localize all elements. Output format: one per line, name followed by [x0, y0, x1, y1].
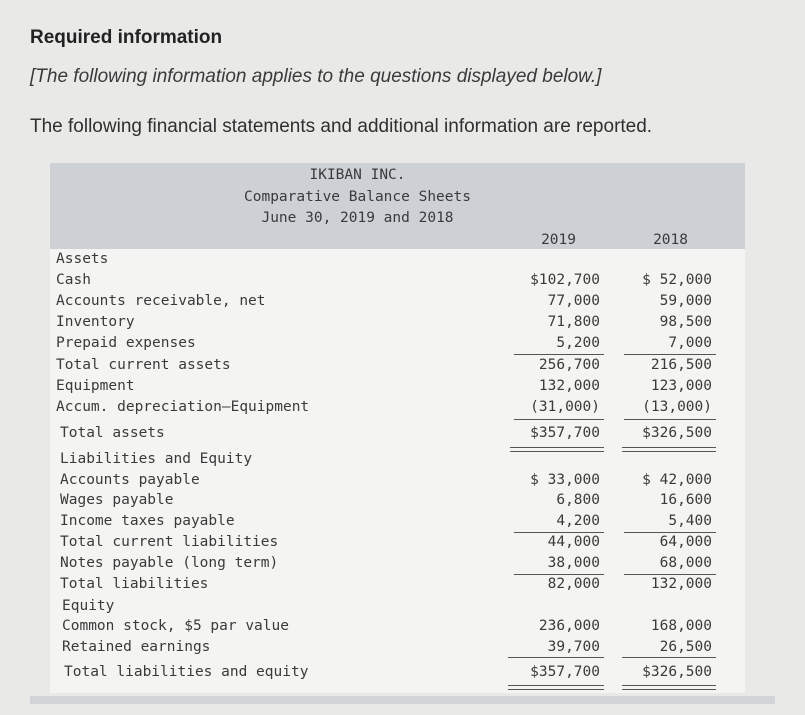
section-label-liabilities-equity: Liabilities and Equity: [60, 451, 253, 467]
row-label-total: Total liabilities and equity: [64, 664, 309, 680]
row-label: Accum. depreciation–Equipment: [56, 399, 310, 415]
value-2019: 256,700: [538, 357, 600, 373]
value-2019: 4,200: [556, 513, 600, 529]
statement-dates: June 30, 2019 and 2018: [261, 210, 454, 226]
subtotal-rule: [514, 419, 604, 420]
value-2019: 132,000: [538, 378, 600, 394]
value-2018: $326,500: [642, 664, 712, 680]
value-2019: (31,000): [530, 399, 600, 415]
row-label: Equipment: [56, 378, 135, 394]
statement-title: Comparative Balance Sheets: [244, 189, 471, 205]
row-label: Accounts receivable, net: [56, 293, 266, 309]
value-2018: $326,500: [642, 425, 712, 441]
value-2019: $102,700: [530, 272, 600, 288]
row-label: Cash: [56, 272, 91, 288]
company-name: IKIBAN INC.: [309, 167, 406, 183]
value-2018: 26,500: [659, 639, 712, 655]
row-label: Wages payable: [60, 492, 174, 508]
value-2019: 77,000: [547, 293, 600, 309]
subtotal-rule: [514, 532, 604, 533]
value-2018: 5,400: [668, 513, 712, 529]
value-2019: 236,000: [538, 618, 600, 634]
value-2019: $ 33,000: [530, 472, 600, 488]
value-2018: 132,000: [650, 576, 712, 592]
column-header-2019: 2019: [541, 232, 576, 248]
value-2019: 39,700: [547, 639, 600, 655]
total-double-rule: [622, 685, 716, 690]
scroll-edge-bar: [30, 696, 775, 704]
column-header-2018: 2018: [653, 232, 688, 248]
value-2018: 216,500: [650, 357, 712, 373]
value-2018: $ 42,000: [642, 472, 712, 488]
subtotal-rule: [624, 532, 716, 533]
value-2018: 168,000: [650, 618, 712, 634]
value-2019: 71,800: [547, 314, 600, 330]
value-2019: 5,200: [556, 335, 600, 351]
subtotal-rule: [624, 419, 716, 420]
total-double-rule: [622, 447, 716, 452]
balance-sheet: [50, 163, 745, 693]
subtotal-rule: [622, 657, 716, 658]
value-2018: 59,000: [659, 293, 712, 309]
statement-header: [50, 163, 745, 249]
value-2018: 16,600: [659, 492, 712, 508]
row-label-total: Total assets: [60, 425, 165, 441]
value-2019: $357,700: [530, 664, 600, 680]
value-2019: $357,700: [530, 425, 600, 441]
subtotal-rule: [624, 354, 716, 355]
value-2018: $ 52,000: [642, 272, 712, 288]
value-2018: 64,000: [659, 534, 712, 550]
subtotal-rule: [514, 574, 604, 575]
subtotal-rule: [508, 657, 604, 658]
value-2018: 98,500: [659, 314, 712, 330]
value-2018: 7,000: [668, 335, 712, 351]
value-2019: 38,000: [547, 555, 600, 571]
value-2019: 82,000: [547, 576, 600, 592]
instructions-note: [The following information applies to the questions displayed below.]: [30, 66, 602, 87]
value-2019: 6,800: [556, 492, 600, 508]
required-information-heading: Required information: [30, 27, 223, 48]
row-label: Inventory: [56, 314, 135, 330]
intro-text: The following financial statements and additional information are reported.: [30, 116, 653, 137]
row-label: Accounts payable: [60, 472, 200, 488]
total-double-rule: [508, 685, 604, 690]
value-2018: 68,000: [659, 555, 712, 571]
subtotal-rule: [514, 354, 604, 355]
section-label-assets: Assets: [56, 251, 109, 267]
row-label: Prepaid expenses: [56, 335, 196, 351]
row-label: Total current assets: [56, 357, 231, 373]
row-label: Income taxes payable: [60, 513, 235, 529]
total-double-rule: [510, 447, 604, 452]
value-2018: 123,000: [650, 378, 712, 394]
row-label: Retained earnings: [62, 639, 211, 655]
subtotal-rule: [624, 574, 716, 575]
row-label: Common stock, $5 par value: [62, 618, 289, 634]
value-2019: 44,000: [547, 534, 600, 550]
row-label: Notes payable (long term): [60, 555, 279, 571]
section-label-equity: Equity: [62, 598, 115, 614]
row-label: Total current liabilities: [60, 534, 279, 550]
value-2018: (13,000): [642, 399, 712, 415]
row-label: Total liabilities: [60, 576, 209, 592]
